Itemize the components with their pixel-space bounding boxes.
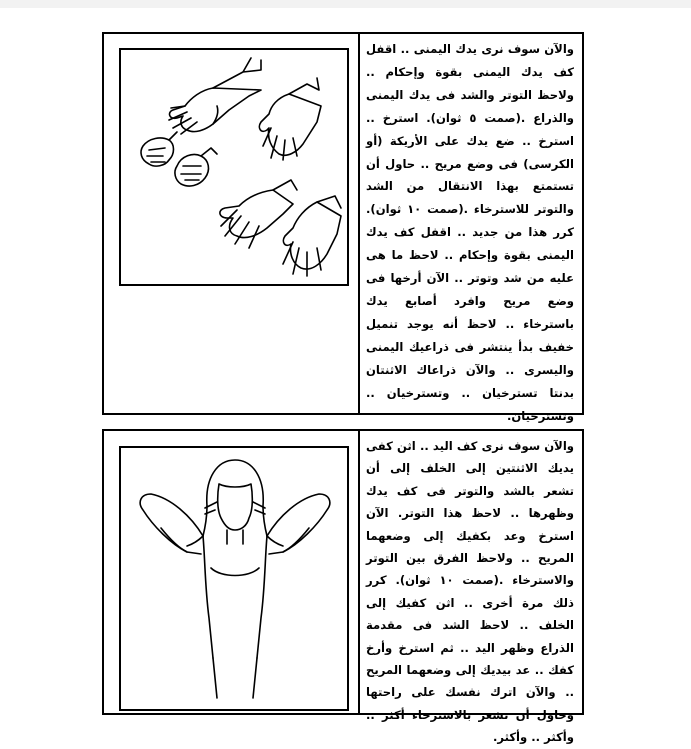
exercise-panel-palm xyxy=(102,429,584,745)
fist-icon xyxy=(141,132,177,166)
fist-icon xyxy=(175,148,217,186)
open-hand-icon xyxy=(283,196,341,276)
exercise-panel-right-hand xyxy=(102,32,584,423)
instruction-paragraph: والآن سوف نرى كف اليد .. اثن كفى يديك الاثنتين إلى الخلف إلى أن تشعر بالشد والتوتر فى كف يدك وظهرها .. لاحظ هذا التوتر. الآن استرخ وعد بكفيك إلى وضعهما المريح .. ولاحظ الفرق بين التوتر والاسترخاء .(صمت ١٠ ثوان). كرر ذلك مرة أخرى .. اثن كفيك إلى الخلف .. لاحظ الشد فى مقدمة الذراع وظهر اليد .. ثم استرخ وأرخ كفك .. عد بيديك إلى وضعهما المريح .. والآن اترك نفسك على راحتها وحاول أن تشعر بالاسترخاء أكثر .. وأكثر .. وأكثر. xyxy=(366,439,574,745)
open-hand-icon xyxy=(259,78,321,160)
top-bar xyxy=(0,0,691,8)
illustration-cell xyxy=(104,34,360,413)
hands-illustration xyxy=(119,48,349,286)
open-hand-icon xyxy=(220,180,297,248)
open-hand-icon xyxy=(169,58,261,134)
person-stretching-icon xyxy=(140,460,330,698)
instruction-text-1 xyxy=(360,34,582,423)
instruction-text-2 xyxy=(360,431,582,745)
instruction-paragraph: والآن سوف نرى يدك اليمنى .. اقفل كف يدك اليمنى بقوة وإحكام .. ولاحظ التوتر والشد فى يدك اليمنى والذراع .(صمت ٥ ثوان). استرخ .. استرخ .. ضع يدك على الأريكة (أو الكرسى) فى وضع مريح .. حاول أن تستمتع بهذا الانتقال من الشد والتوتر للاسترخاء .(صمت ١٠ ثوان). كرر هذا من جديد .. اقفل كف يدك اليمنى بقوة وإحكام .. لاحظ ما هى عليه من شد وتوتر .. الآن أرخها فى وضع مريح وافرد أصابع يدك باسترخاء .. لاحظ أنه يوجد تنميل خفيف بدأ ينتشر فى ذراعيك اليمنى واليسرى .. والآن ذراعاك الاثنتان بدنتا تسترخيان .. وتسترخيان .. وتسترخيان. xyxy=(366,42,574,423)
illustration-cell xyxy=(104,431,360,713)
woman-stretch-illustration xyxy=(119,446,349,711)
